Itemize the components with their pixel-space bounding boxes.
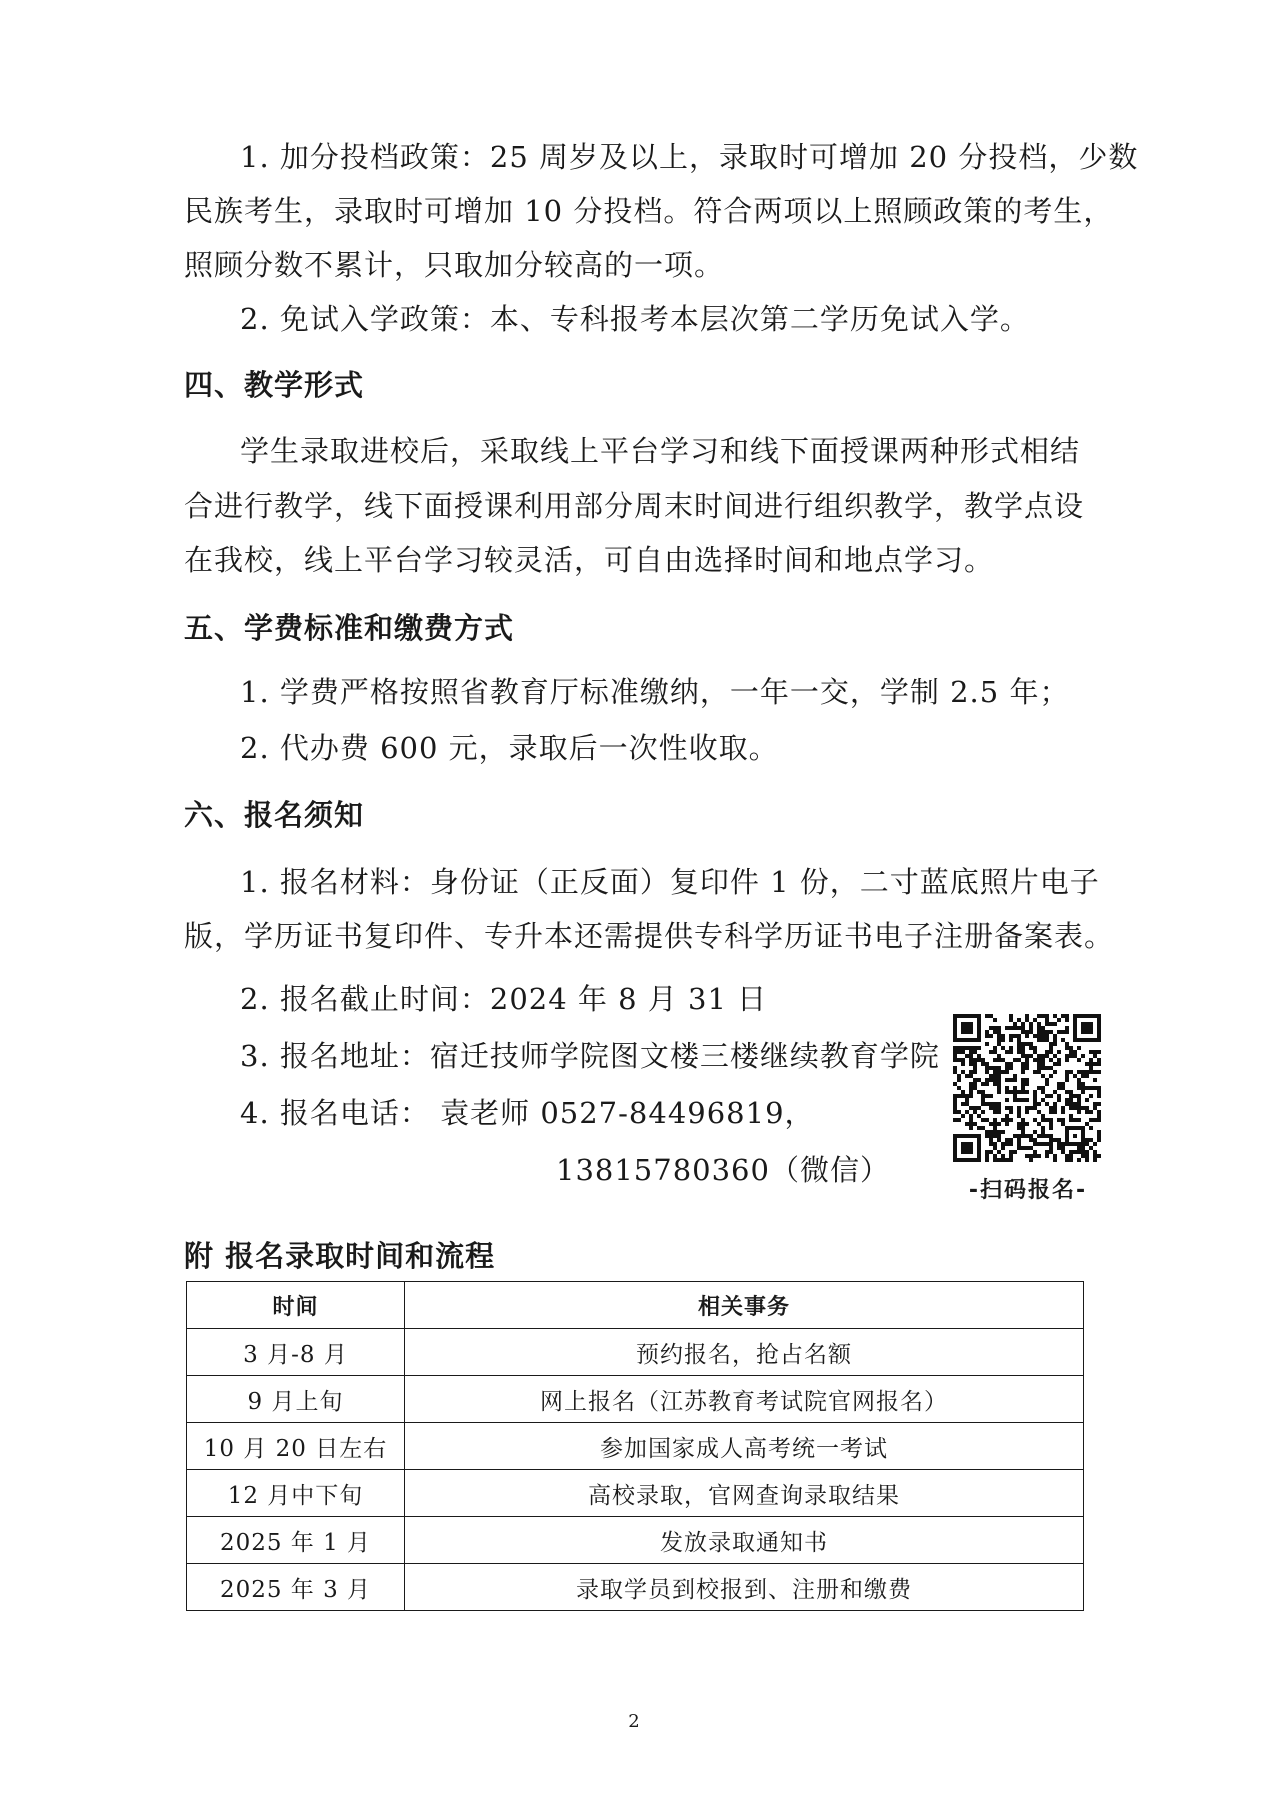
table-header-row <box>187 1282 1084 1329</box>
table-row <box>187 1423 1084 1470</box>
table-row <box>187 1329 1084 1376</box>
fees-line-2: 2. 代办费 600 元，录取后一次性收取。 <box>240 731 779 765</box>
deadline: 2. 报名截止时间：2024 年 8 月 31 日 <box>240 982 768 1016</box>
fees-heading: 五、学费标准和缴费方式 <box>184 611 515 645</box>
qr-code[interactable] <box>953 1014 1101 1162</box>
materials-line-2: 版，学历证书复印件、专升本还需提供专科学历证书电子注册备案表。 <box>184 919 1115 953</box>
bonus-policy-line-1: 1. 加分投档政策：25 周岁及以上，录取时可增加 20 分投档，少数 <box>240 140 1139 174</box>
bonus-policy-line-2: 民族考生，录取时可增加 10 分投档。符合两项以上照顾政策的考生， <box>184 194 1114 228</box>
teaching-line-3: 在我校，线上平台学习较灵活，可自由选择时间和地点学习。 <box>184 543 995 577</box>
table-cell-matter: 预约报名，抢占名额 <box>405 1329 1084 1376</box>
phone-line-2: 13815780360（微信） <box>556 1153 890 1187</box>
table-cell-time: 10 月 20 日左右 <box>187 1423 405 1470</box>
teaching-line-2: 合进行教学，线下面授课利用部分周末时间进行组织教学，教学点设 <box>184 489 1085 523</box>
materials-line-1: 1. 报名材料：身份证（正反面）复印件 1 份，二寸蓝底照片电子 <box>240 865 1100 899</box>
address: 3. 报名地址：宿迁技师学院图文楼三楼继续教育学院 <box>240 1039 940 1073</box>
table-header-time: 时间 <box>187 1282 405 1329</box>
table-cell-time: 12 月中下旬 <box>187 1470 405 1517</box>
table-cell-time: 2025 年 3 月 <box>187 1564 405 1611</box>
table-cell-time: 3 月-8 月 <box>187 1329 405 1376</box>
registration-heading: 六、报名须知 <box>184 798 365 832</box>
fees-line-1: 1. 学费严格按照省教育厅标准缴纳，一年一交，学制 2.5 年； <box>240 675 1070 709</box>
table-cell-time: 2025 年 1 月 <box>187 1517 405 1564</box>
bonus-policy-line-3: 照顾分数不累计，只取加分较高的一项。 <box>184 248 725 282</box>
teaching-heading: 四、教学形式 <box>184 368 365 402</box>
page-number: 2 <box>628 1711 640 1732</box>
table-cell-matter: 网上报名（江苏教育考试院官网报名） <box>405 1376 1084 1423</box>
table-cell-time: 9 月上旬 <box>187 1376 405 1423</box>
teaching-line-1: 学生录取进校后，采取线上平台学习和线下面授课两种形式相结 <box>240 434 1081 468</box>
schedule-table <box>186 1281 1084 1611</box>
table-row <box>187 1517 1084 1564</box>
table-cell-matter: 参加国家成人高考统一考试 <box>405 1423 1084 1470</box>
appendix-title: 附 报名录取时间和流程 <box>184 1239 496 1273</box>
table-cell-matter: 录取学员到校报到、注册和缴费 <box>405 1564 1084 1611</box>
phone-line-1: 4. 报名电话： 袁老师 0527-84496819， <box>240 1096 815 1130</box>
qr-code-icon <box>953 1014 1101 1162</box>
qr-caption: -扫码报名- <box>968 1178 1088 1203</box>
table-cell-matter: 发放录取通知书 <box>405 1517 1084 1564</box>
table-row <box>187 1564 1084 1611</box>
table-row <box>187 1376 1084 1423</box>
table-header-matters: 相关事务 <box>405 1282 1084 1329</box>
exempt-policy: 2. 免试入学政策：本、专科报考本层次第二学历免试入学。 <box>240 302 1030 336</box>
table-cell-matter: 高校录取，官网查询录取结果 <box>405 1470 1084 1517</box>
table-row <box>187 1470 1084 1517</box>
